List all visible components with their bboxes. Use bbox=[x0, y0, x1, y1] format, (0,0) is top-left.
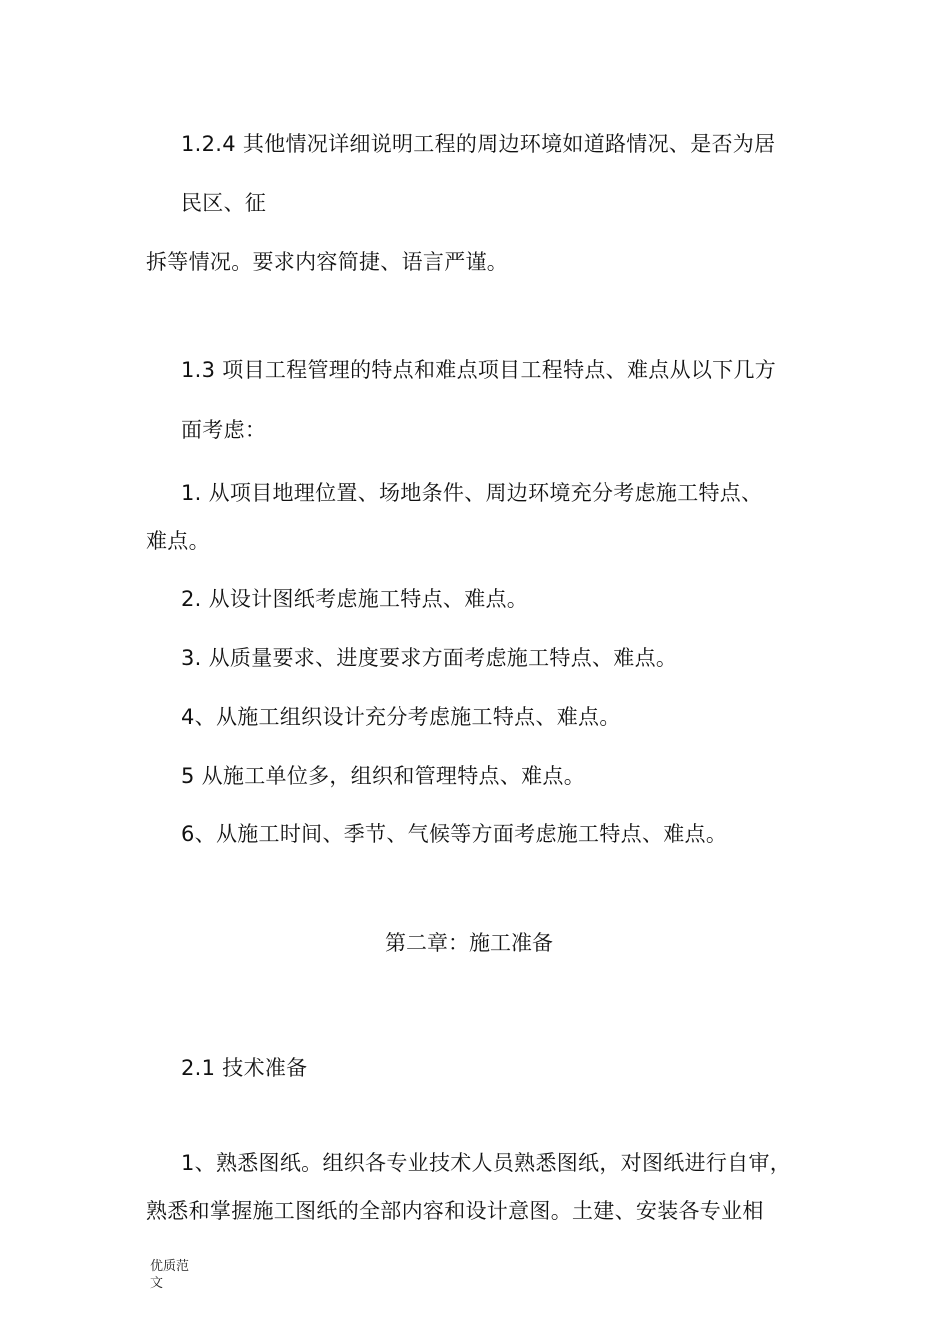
section-1-2-4-line-3: 拆等情况。要求内容简捷、语言严谨。 bbox=[146, 250, 509, 274]
list-item-1-line-1: 1. 从项目地理位置、场地条件、周边环境充分考虑施工特点、 bbox=[181, 481, 763, 505]
footer-watermark bbox=[150, 1258, 200, 1292]
section-2-1-title: 2.1 技术准备 bbox=[181, 1056, 308, 1080]
section-1-2-4-line-2: 民区、征 bbox=[181, 191, 267, 215]
list-item-6: 6、从施工时间、季节、气候等方面考虑施工特点、难点。 bbox=[181, 822, 728, 846]
paragraph-1-line-2: 熟悉和掌握施工图纸的全部内容和设计意图。土建、安装各专业相 bbox=[146, 1199, 764, 1223]
section-1-3-heading-line-1: 1.3 项目工程管理的特点和难点项目工程特点、难点从以下几方 bbox=[181, 358, 777, 382]
section-1-2-4-line-1: 1.2.4 其他情况详细说明工程的周边环境如道路情况、是否为居 bbox=[181, 132, 776, 156]
list-item-2: 2. 从设计图纸考虑施工特点、难点。 bbox=[181, 587, 529, 611]
footer-line-2: 文 bbox=[150, 1276, 164, 1291]
list-item-1-line-2: 难点。 bbox=[146, 529, 210, 553]
footer-line-1: 优质范 bbox=[150, 1259, 190, 1274]
list-item-3: 3. 从质量要求、进度要求方面考虑施工特点、难点。 bbox=[181, 646, 678, 670]
list-item-4: 4、从施工组织设计充分考虑施工特点、难点。 bbox=[181, 705, 621, 729]
section-1-3-heading-line-2: 面考虑： bbox=[181, 418, 267, 442]
paragraph-1-line-1: 1、熟悉图纸。组织各专业技术人员熟悉图纸，对图纸进行自审， bbox=[181, 1151, 792, 1175]
chapter-2-title: 第二章：施工准备 bbox=[385, 931, 553, 955]
list-item-5: 5 从施工单位多，组织和管理特点、难点。 bbox=[181, 764, 586, 788]
